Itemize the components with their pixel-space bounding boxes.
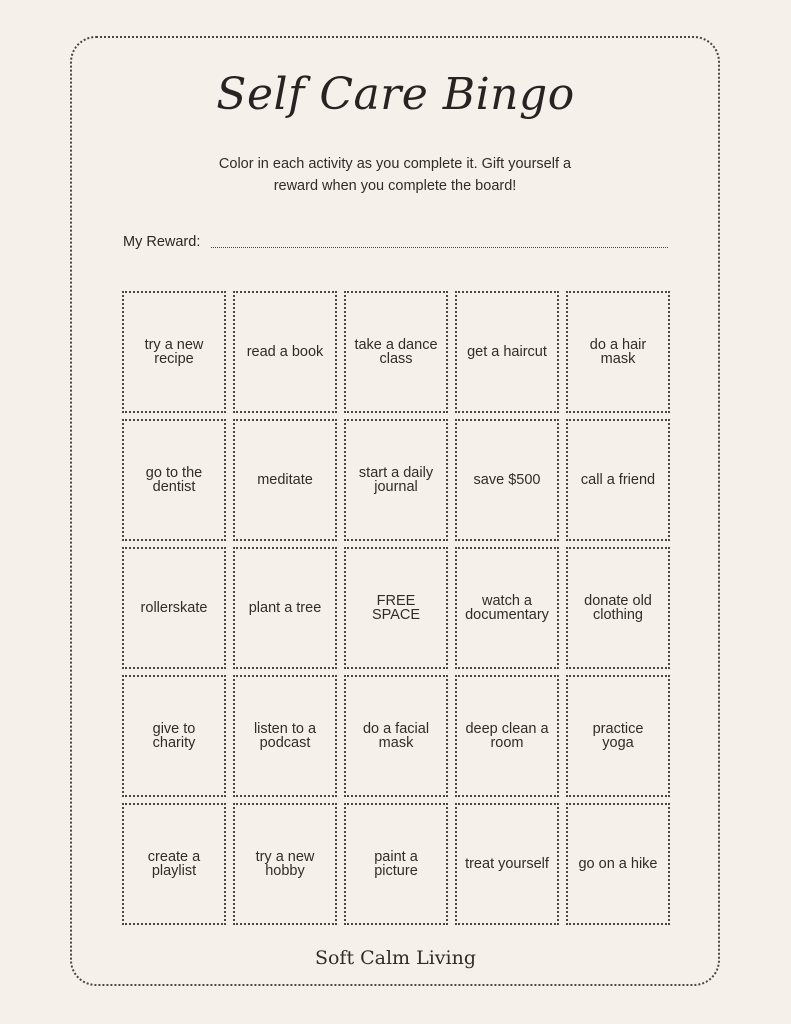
bingo-cell-label: watch a documentary xyxy=(465,593,549,623)
bingo-cell-label: treat yourself xyxy=(465,856,549,872)
reward-input-line[interactable] xyxy=(211,247,668,248)
bingo-cell-label: do a facial mask xyxy=(362,721,430,751)
bingo-cell-label: try a new hobby xyxy=(255,849,315,879)
bingo-cell-label: donate old clothing xyxy=(584,593,652,623)
bingo-cell-label: try a new recipe xyxy=(144,337,204,367)
bingo-cell-label: save $500 xyxy=(473,472,541,488)
bingo-cell-label: go on a hike xyxy=(578,856,658,872)
bingo-cell[interactable] xyxy=(455,419,559,541)
instructions-line-1: Color in each activity as you complete it. Gift yourself a xyxy=(218,156,572,172)
bingo-cell-label: go to the dentist xyxy=(145,465,203,495)
bingo-cell[interactable] xyxy=(122,419,226,541)
bingo-cell[interactable] xyxy=(566,547,670,669)
brand-footer: Soft Calm Living xyxy=(314,947,477,969)
bingo-cell[interactable] xyxy=(344,675,448,797)
bingo-cell[interactable] xyxy=(455,675,559,797)
bingo-cell[interactable] xyxy=(233,291,337,413)
bingo-cell[interactable] xyxy=(566,291,670,413)
bingo-cell[interactable] xyxy=(233,675,337,797)
bingo-cell-label: give to charity xyxy=(152,721,196,751)
bingo-cell[interactable] xyxy=(455,291,559,413)
bingo-cell-label: listen to a podcast xyxy=(253,721,317,751)
bingo-cell[interactable] xyxy=(455,803,559,925)
bingo-cell-label: do a hair mask xyxy=(589,337,647,367)
bingo-cell-label: call a friend xyxy=(580,472,656,488)
bingo-cell[interactable] xyxy=(344,419,448,541)
bingo-cell-label: start a daily journal xyxy=(358,465,434,495)
bingo-cell-label: plant a tree xyxy=(248,600,322,616)
bingo-cell[interactable] xyxy=(233,547,337,669)
bingo-cell[interactable] xyxy=(122,291,226,413)
bingo-cell[interactable] xyxy=(455,547,559,669)
bingo-cell-label: deep clean a room xyxy=(465,721,549,751)
bingo-cell-label: get a haircut xyxy=(467,344,547,360)
bingo-cell[interactable] xyxy=(122,547,226,669)
bingo-cell[interactable] xyxy=(344,291,448,413)
bingo-cell[interactable] xyxy=(233,419,337,541)
instructions xyxy=(195,153,595,197)
bingo-cell[interactable] xyxy=(122,803,226,925)
instructions-line-2: reward when you complete the board! xyxy=(273,178,517,194)
bingo-cell-label: take a dance class xyxy=(354,337,438,367)
bingo-cell[interactable] xyxy=(566,419,670,541)
bingo-cell[interactable] xyxy=(233,803,337,925)
page-title: Self Care Bingo xyxy=(216,69,575,120)
bingo-cell[interactable] xyxy=(344,803,448,925)
bingo-cell-free-space[interactable] xyxy=(344,547,448,669)
bingo-cell-label: paint a picture xyxy=(374,849,418,879)
bingo-cell[interactable] xyxy=(122,675,226,797)
bingo-cell-label: practice yoga xyxy=(592,721,644,751)
bingo-cell[interactable] xyxy=(566,675,670,797)
bingo-cell-label: create a playlist xyxy=(147,849,201,879)
bingo-cell-label: rollerskate xyxy=(140,600,208,616)
reward-label: My Reward: xyxy=(123,234,201,250)
bingo-cell-label: meditate xyxy=(257,472,313,488)
bingo-cell-label: FREE SPACE xyxy=(371,593,421,623)
bingo-cell[interactable] xyxy=(566,803,670,925)
bingo-cell-label: read a book xyxy=(246,344,324,360)
bingo-board xyxy=(122,291,670,924)
